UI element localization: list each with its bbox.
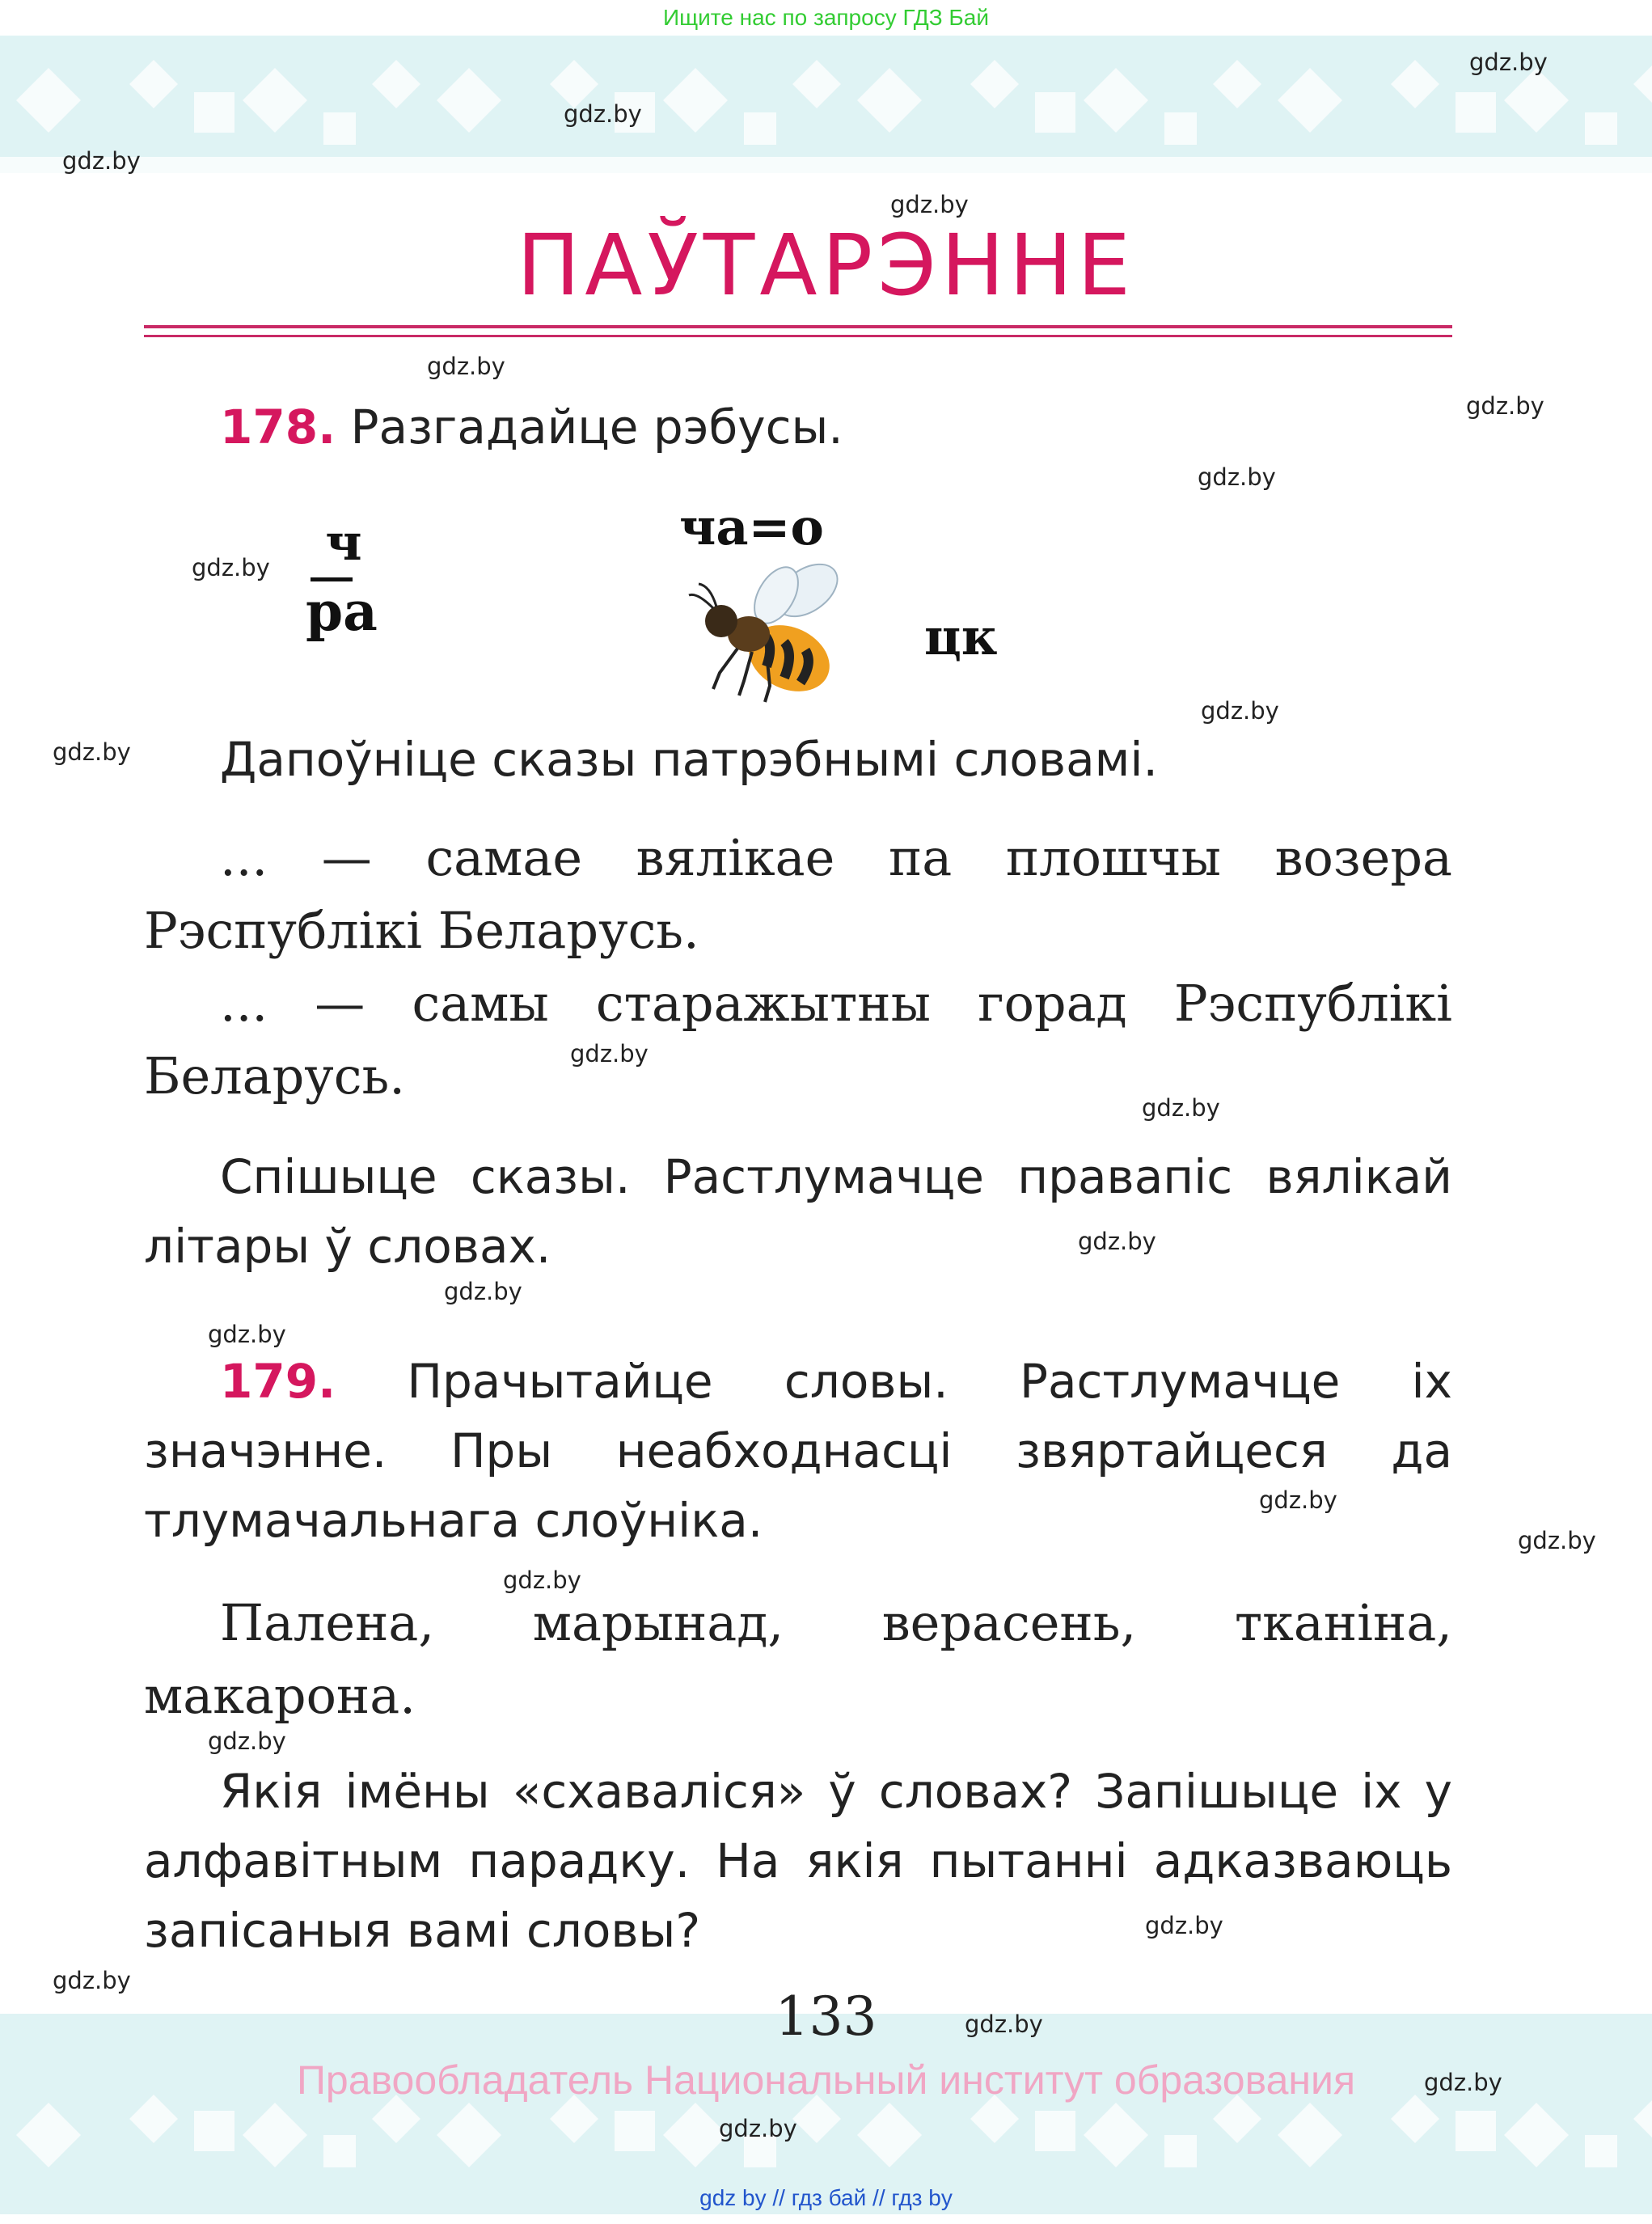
- watermark: gdz.by: [719, 2115, 797, 2142]
- footer-links[interactable]: gdz by // гдз бай // гдз by: [699, 2185, 953, 2210]
- page-title: ПАЎТАРЭННЕ: [517, 216, 1135, 315]
- watermark: gdz.by: [1201, 697, 1279, 725]
- word-list: Палена, марынад, верасень, тканіна, макарона.: [144, 1593, 1452, 1725]
- watermark: gdz.by: [1469, 49, 1548, 76]
- watermark: gdz.by: [192, 554, 270, 581]
- watermark: gdz.by: [570, 1040, 649, 1068]
- watermark: gdz.by: [1078, 1228, 1156, 1255]
- page-number: 133: [775, 1985, 877, 2048]
- bee-icon: [686, 558, 847, 720]
- watermark: gdz.by: [1424, 2069, 1502, 2096]
- watermark: gdz.by: [208, 1321, 286, 1348]
- rebus-1-numerator: ч: [325, 513, 362, 572]
- watermark: gdz.by: [53, 1967, 131, 1994]
- watermark: gdz.by: [1145, 1912, 1223, 1939]
- sentence-lake: ... — самае вялікае па плошчы возера Рэспублікі Беларусь.: [144, 828, 1452, 960]
- exercise-number: 179.: [220, 1354, 336, 1409]
- watermark: gdz.by: [1518, 1527, 1596, 1554]
- ornament-pattern-top: [0, 36, 1652, 173]
- watermark: gdz.by: [62, 147, 141, 175]
- ornament-band-top: [0, 36, 1652, 173]
- watermark: gdz.by: [208, 1727, 286, 1755]
- exercise-number: 178.: [220, 400, 336, 455]
- rights-holder: Правообладатель Национальный институт образования: [296, 2057, 1356, 2103]
- watermark: gdz.by: [427, 353, 505, 380]
- exercise-task: Прачытайце словы. Растлумачце іх значэнне. Пры неабходнасці звяртайцеся да тлумачальнага слоўніка.: [144, 1354, 1452, 1548]
- watermark: gdz.by: [1198, 463, 1276, 491]
- search-hint-banner: Ищите нас по запросу ГДЗ Бай: [662, 5, 990, 30]
- watermark: gdz.by: [444, 1278, 522, 1305]
- exercise-179-question: Якія імёны «схаваліся» ў словах? Запішыце іх у алфавітным парадку. На якія пытанні адказваюць запісаныя вамі словы?: [144, 1764, 1452, 1958]
- watermark: gdz.by: [53, 738, 131, 766]
- title-rule-top: [144, 325, 1452, 328]
- sentence-city: ... — самы старажытны горад Рэспублікі Беларусь.: [144, 974, 1452, 1106]
- watermark: gdz.by: [1142, 1094, 1220, 1122]
- instruction-copy-sentences: Спішыце сказы. Растлумачце правапіс вялікай літары ў словах.: [144, 1149, 1452, 1274]
- watermark: gdz.by: [1466, 392, 1544, 420]
- rebus-2-suffix: цк: [924, 607, 998, 666]
- rebus-1-denominator: ра: [306, 580, 378, 643]
- watermark: gdz.by: [890, 191, 969, 218]
- exercise-178-heading: [220, 392, 1457, 462]
- watermark: gdz.by: [503, 1567, 581, 1594]
- title-rule-bottom: [144, 335, 1452, 337]
- instruction-fill-sentences: Дапоўніце сказы патрэбнымі словамі.: [220, 732, 1158, 787]
- watermark: gdz.by: [1259, 1486, 1337, 1514]
- exercise-task: Разгадайце рэбусы.: [350, 400, 843, 455]
- rebus-2-formula: ча=о: [679, 497, 824, 556]
- watermark: gdz.by: [564, 100, 642, 128]
- watermark: gdz.by: [965, 2010, 1043, 2038]
- exercise-179-heading: [144, 1347, 1452, 1555]
